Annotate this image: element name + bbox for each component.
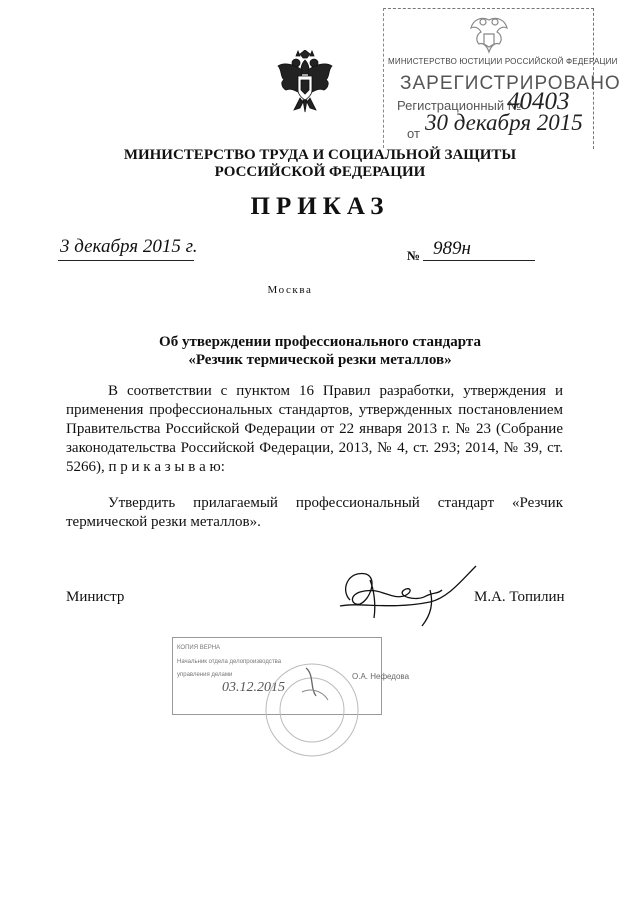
subject-line1: Об утверждении профессионального стандарта <box>159 334 481 350</box>
order-subject <box>0 333 640 369</box>
registration-date-label: от <box>407 126 420 141</box>
copy-stamp-name: О.А. Нефедова <box>352 672 410 681</box>
copy-stamp-line1: КОПИЯ ВЕРНА <box>177 645 221 651</box>
registration-number-label: Регистрационный № <box>397 98 522 113</box>
coat-of-arms-icon <box>276 50 334 114</box>
registration-stamp-border <box>383 8 384 148</box>
signatory-name: М.А. Топилин <box>474 589 565 605</box>
copy-stamp-line3: управления делами <box>177 672 233 678</box>
body-paragraph-2: Утвердить прилагаемый профессиональный стандарт «Резчик термической резки металлов». <box>66 495 563 530</box>
subject-line2: «Резчик термической резки металлов» <box>188 352 452 368</box>
ministry-name <box>0 147 640 181</box>
ministry-name-line2: РОССИЙСКОЙ ФЕДЕРАЦИИ <box>214 164 426 180</box>
registration-date: 30 декабря 2015 <box>425 110 583 135</box>
order-title: ПРИКАЗ <box>250 193 390 220</box>
date-underline <box>58 260 194 261</box>
copy-stamp-line2: Начальник отдела делопроизводства <box>177 659 282 665</box>
registration-emblem-icon <box>467 12 511 58</box>
order-number: 989н <box>433 238 471 259</box>
number-underline <box>423 260 535 261</box>
copy-stamp-date: 03.12.2015 <box>222 680 285 695</box>
number-sign: № <box>407 248 421 263</box>
round-seal <box>262 640 372 770</box>
registration-ministry: МИНИСТЕРСТВО ЮСТИЦИИ РОССИЙСКОЙ ФЕДЕРАЦИИ <box>388 57 618 66</box>
registration-status: ЗАРЕГИСТРИРОВАНО <box>400 73 621 94</box>
order-date: 3 декабря 2015 г. <box>60 236 198 257</box>
ministry-name-line1: МИНИСТЕРСТВО ТРУДА И СОЦИАЛЬНОЙ ЗАЩИТЫ <box>123 147 517 163</box>
body-paragraph-1: В соответствии с пунктом 16 Правил разработки, утверждения и применения профессиональных стандартов, утвержденных постановлением Правительства Российской Федерации от 22 января 2013 г. № 23 (Собрание законодательства Российской Федерации, 2013, № 4, ст. 293; 2014, № 39, ст. 5266), п р и к а з ы в а ю: <box>66 383 563 475</box>
registration-number: 40403 <box>507 88 570 115</box>
signatory-position: Министр <box>66 589 125 605</box>
minister-signature <box>330 560 480 630</box>
city: Москва <box>267 284 313 296</box>
